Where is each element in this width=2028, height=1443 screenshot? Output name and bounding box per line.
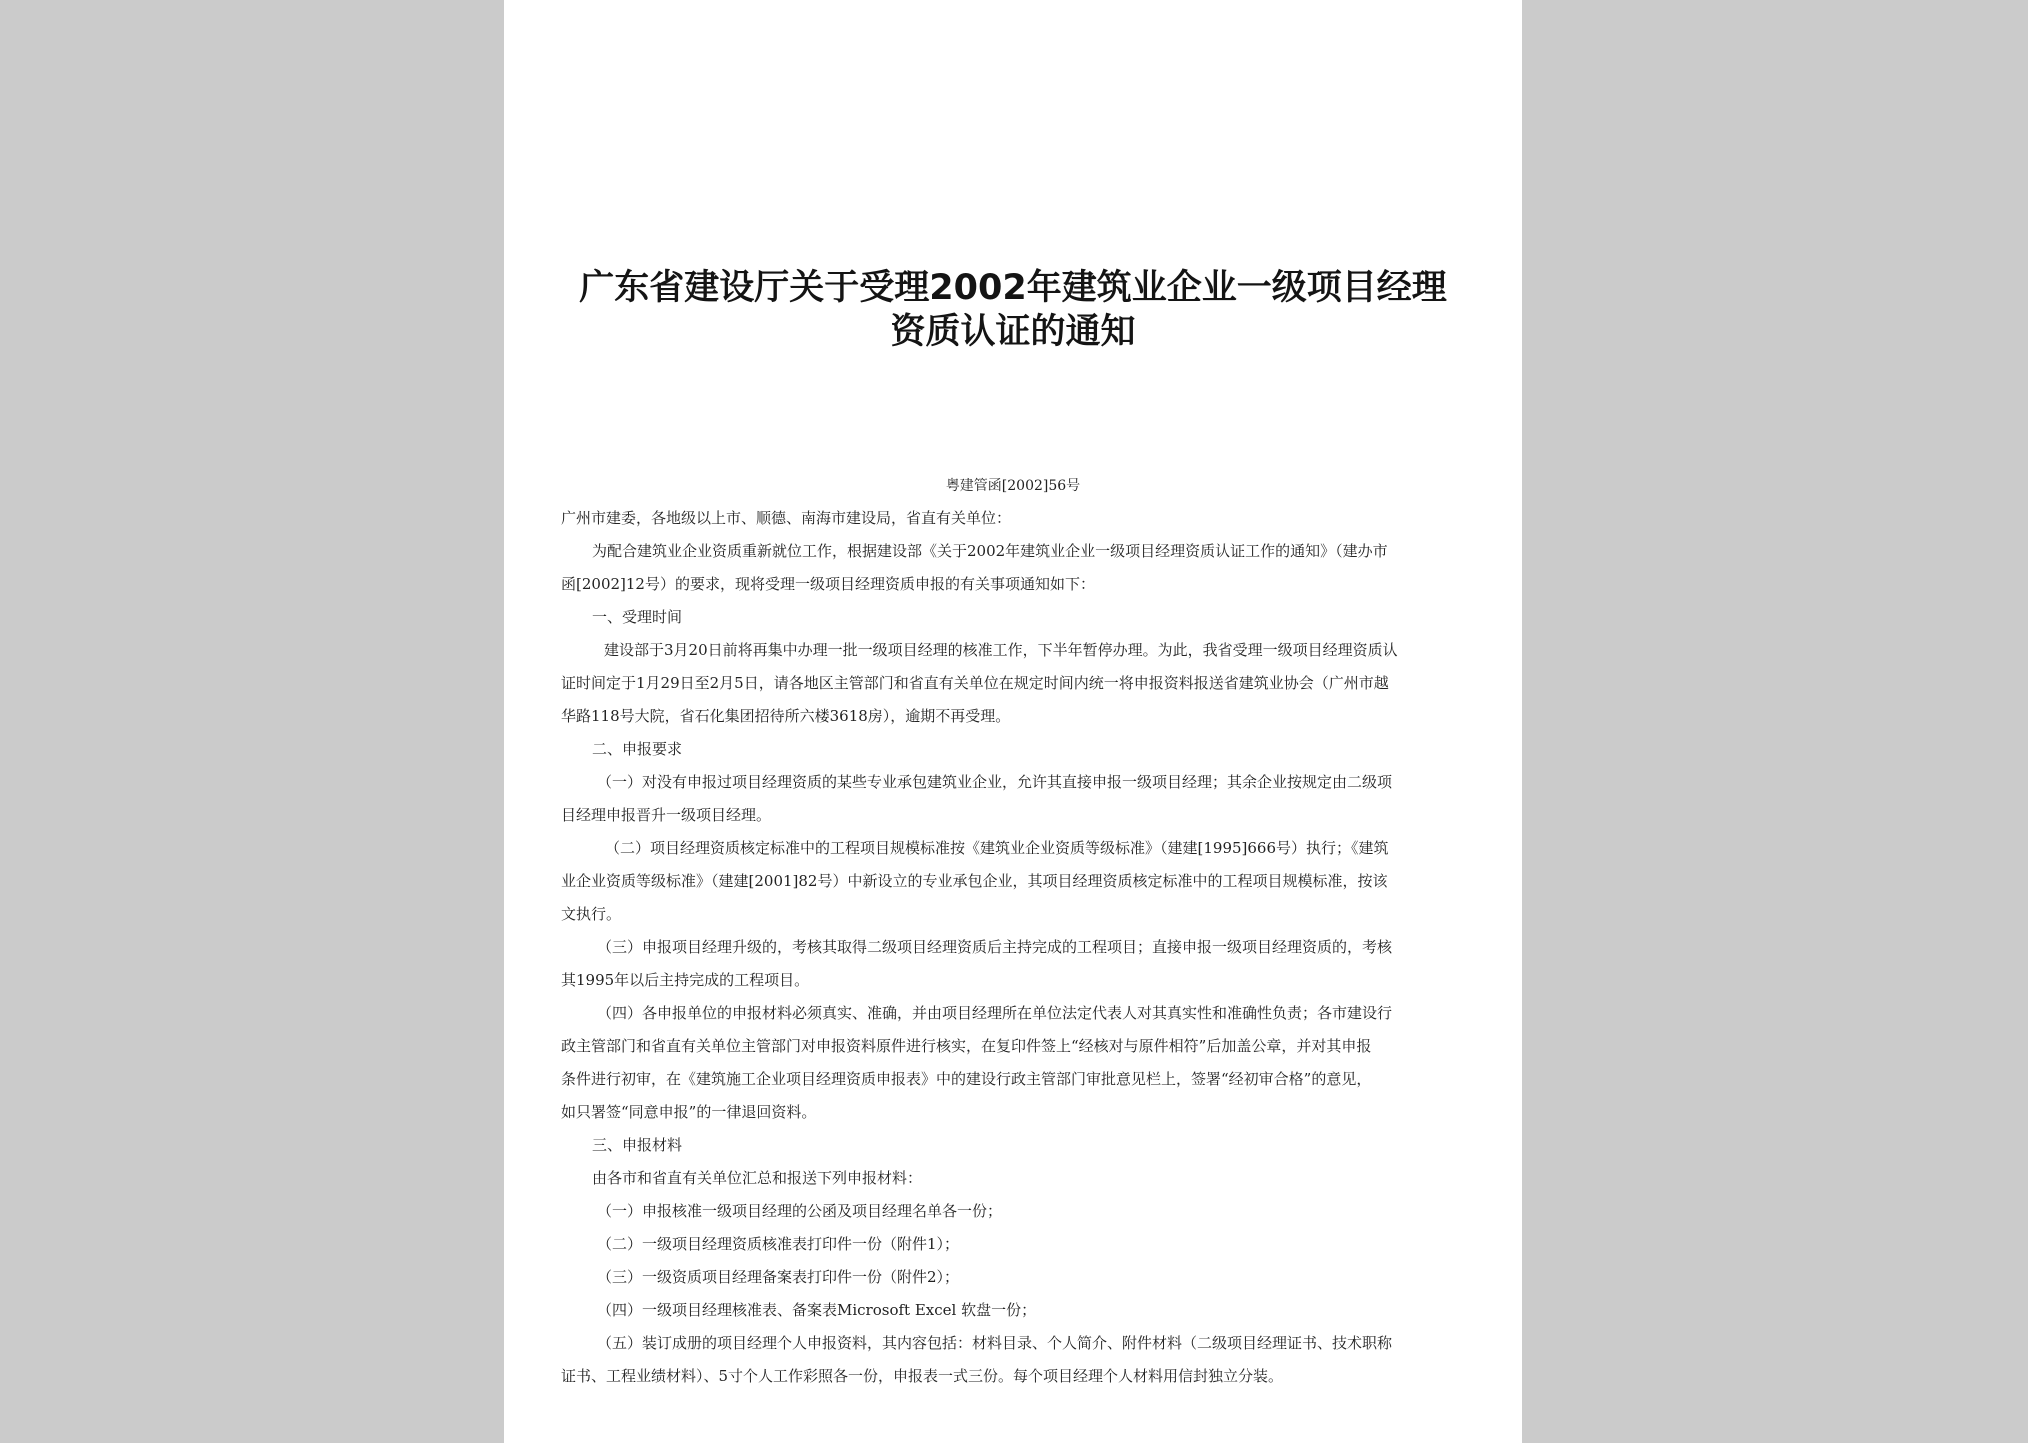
paragraph-line: 由各市和省直有关单位汇总和报送下列申报材料： [592,1169,923,1187]
document-title-line-1: 广东省建设厅关于受理2002年建筑业企业一级项目经理 [579,268,1447,308]
paragraph-line: 政主管部门和省直有关单位主管部门对申报资料原件进行核实，在复印件签上“经核对与原件相符”后加盖公章，并对其申报 [561,1037,1372,1055]
paragraph-line: 文执行。 [561,905,622,923]
paragraph-line: 证书、工程业绩材料）、5寸个人工作彩照各一份，申报表一式三份。每个项目经理个人材料用信封独立分装。 [561,1367,1284,1385]
paragraph-line: 其1995年以后主持完成的工程项目。 [561,971,810,989]
section-heading: 一、受理时间 [592,608,683,626]
list-item: （三）一级资质项目经理备案表打印件一份（附件2）； [597,1268,960,1286]
list-item: （四）一级项目经理核准表、备案表Microsoft Excel 软盘一份； [597,1301,1037,1319]
paragraph-line: 华路118号大院，省石化集团招待所六楼3618房），逾期不再受理。 [561,707,1011,725]
list-item: （二）一级项目经理资质核准表打印件一份（附件1）； [597,1235,960,1253]
section-heading: 二、申报要求 [592,740,683,758]
paragraph-line: 证时间定于1月29日至2月5日，请各地区主管部门和省直有关单位在规定时间内统一将申报资料报送省建筑业协会（广州市越 [561,674,1389,692]
paragraph-line: 建设部于3月20日前将再集中办理一批一级项目经理的核准工作，下半年暂停办理。为此，我省受理一级项目经理资质认 [604,641,1398,659]
paragraph-line: 如只署签“同意申报”的一律退回资料。 [561,1103,817,1121]
recipients-line: 广州市建委，各地级以上市、顺德、南海市建设局，省直有关单位： [561,509,1012,527]
paragraph-line: （四）各申报单位的申报材料必须真实、准确，并由项目经理所在单位法定代表人对其真实性和准确性负责；各市建设行 [597,1004,1393,1022]
paragraph-line: （二）项目经理资质核定标准中的工程项目规模标准按《建筑业企业资质等级标准》（建建[1995]666号）执行；《建筑 [605,839,1389,857]
list-item: （五）装订成册的项目经理个人申报资料，其内容包括：材料目录、个人简介、附件材料（二级项目经理证书、技术职称 [597,1334,1393,1352]
document-page [504,0,1522,1443]
section-heading: 三、申报材料 [592,1136,683,1154]
paragraph-line: 条件进行初审，在《建筑施工企业项目经理资质申报表》中的建设行政主管部门审批意见栏上，签署“经初审合格”的意见， [561,1070,1372,1088]
document-title-line-2: 资质认证的通知 [890,312,1136,352]
paragraph-line: （三）申报项目经理升级的，考核其取得二级项目经理资质后主持完成的工程项目；直接申报一级项目经理资质的，考核 [597,938,1393,956]
paragraph-line: 函[2002]12号）的要求，现将受理一级项目经理资质申报的有关事项通知如下： [561,575,1095,593]
list-item: （一）申报核准一级项目经理的公函及项目经理名单各一份； [597,1202,1003,1220]
paragraph-line: （一）对没有申报过项目经理资质的某些专业承包建筑业企业，允许其直接申报一级项目经理；其余企业按规定由二级项 [597,773,1393,791]
paragraph-line: 为配合建筑业企业资质重新就位工作，根据建设部《关于2002年建筑业企业一级项目经理资质认证工作的通知》（建办市 [592,542,1388,560]
document-number: 粤建管函[2002]56号 [945,478,1081,494]
paragraph-line: 业企业资质等级标准》（建建[2001]82号）中新设立的专业承包企业，其项目经理资质核定标准中的工程项目规模标准，按该 [561,872,1388,890]
paragraph-line: 目经理申报晋升一级项目经理。 [561,806,772,824]
